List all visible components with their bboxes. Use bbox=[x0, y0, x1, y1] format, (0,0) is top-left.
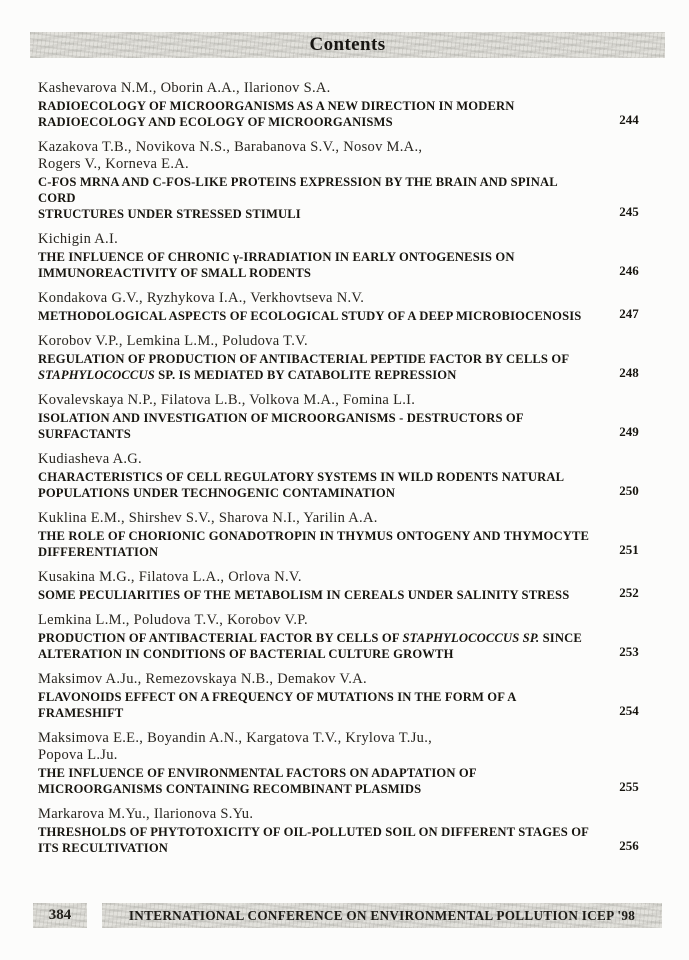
entry-authors bbox=[38, 730, 596, 764]
entry-text-block bbox=[38, 290, 596, 324]
entry-authors bbox=[38, 612, 596, 629]
entry-text-block bbox=[38, 612, 596, 662]
toc-entry bbox=[38, 569, 662, 603]
entry-text-block bbox=[38, 392, 596, 442]
title-line bbox=[38, 630, 596, 646]
entry-page-number: 253 bbox=[619, 644, 639, 659]
author-line: Maksimova E.E., Boyandin A.N., Kargatova T.V., Krylova T.Ju., bbox=[38, 730, 433, 746]
title-text: THRESHOLDS OF PHYTOTOXICITY OF OIL-POLLUTED SOIL ON DIFFERENT STAGES OF bbox=[38, 825, 590, 839]
title-text: IMMUNOREACTIVITY OF SMALL RODENTS bbox=[38, 266, 312, 280]
title-line bbox=[38, 410, 596, 426]
title-text: FLAVONOIDS EFFECT ON A FREQUENCY OF MUTATIONS IN THE FORM OF A bbox=[38, 690, 517, 704]
entry-text-block bbox=[38, 671, 596, 721]
title-line bbox=[38, 249, 596, 265]
entry-page-number: 251 bbox=[619, 542, 639, 557]
footer-conference-text: INTERNATIONAL CONFERENCE ON ENVIRONMENTAL POLLUTION ICEP '98 bbox=[128, 907, 636, 923]
title-text: C-FOS MRNA AND C-FOS-LIKE PROTEINS EXPRESSION BY THE BRAIN AND SPINAL CORD bbox=[38, 175, 558, 205]
entry-page-number: 250 bbox=[619, 483, 639, 498]
title-line bbox=[38, 265, 596, 281]
toc-entry bbox=[38, 80, 662, 130]
title-text: ISOLATION AND INVESTIGATION OF MICROORGANISMS - DESTRUCTORS OF bbox=[38, 411, 524, 425]
title-text: CHARACTERISTICS OF CELL REGULATORY SYSTEMS IN WILD RODENTS NATURAL bbox=[38, 470, 565, 484]
title-line bbox=[38, 367, 596, 383]
author-line: Lemkina L.M., Poludova T.V., Korobov V.P. bbox=[38, 612, 308, 628]
toc-entry bbox=[38, 139, 662, 222]
entry-title bbox=[38, 469, 596, 501]
entry-page-number: 246 bbox=[619, 263, 639, 278]
author-line: Rogers V., Korneva E.A. bbox=[38, 156, 189, 172]
title-text: REGULATION OF PRODUCTION OF ANTIBACTERIAL PEPTIDE FACTOR BY CELLS OF bbox=[38, 352, 570, 366]
title-line bbox=[38, 765, 596, 781]
entry-title bbox=[38, 308, 596, 324]
title-line bbox=[38, 426, 596, 442]
author-line: Kuklina E.M., Shirshev S.V., Sharova N.I., Yarilin A.A. bbox=[38, 510, 378, 526]
title-text: POPULATIONS UNDER TECHNOGENIC CONTAMINATION bbox=[38, 486, 396, 500]
entry-text-block bbox=[38, 806, 596, 856]
entry-page-number: 254 bbox=[619, 703, 639, 718]
entry-page-number: 245 bbox=[619, 204, 639, 219]
entry-authors bbox=[38, 392, 596, 409]
footer-conference-band bbox=[102, 903, 662, 928]
author-line: Korobov V.P., Lemkina L.M., Poludova T.V. bbox=[38, 333, 308, 349]
entry-authors bbox=[38, 569, 596, 586]
title-line bbox=[38, 308, 596, 324]
author-line: Kovalevskaya N.P., Filatova L.B., Volkova M.A., Fomina L.I. bbox=[38, 392, 416, 408]
title-text: SP. IS MEDIATED BY CATABOLITE REPRESSION bbox=[154, 368, 457, 382]
entry-title bbox=[38, 98, 596, 130]
entry-authors bbox=[38, 290, 596, 307]
author-line: Maksimov A.Ju., Remezovskaya N.B., Demakov V.A. bbox=[38, 671, 367, 687]
toc-entry bbox=[38, 671, 662, 721]
entry-text-block bbox=[38, 730, 596, 797]
entry-title bbox=[38, 765, 596, 797]
entry-title bbox=[38, 689, 596, 721]
entry-title bbox=[38, 249, 596, 281]
title-text: THE INFLUENCE OF CHRONIC γ-IRRADIATION IN EARLY ONTOGENESIS ON bbox=[38, 250, 515, 264]
toc-entry bbox=[38, 231, 662, 281]
contents-header-band bbox=[30, 32, 665, 58]
entry-title bbox=[38, 351, 596, 383]
title-line bbox=[38, 840, 596, 856]
author-line: Kazakova T.B., Novikova N.S., Barabanova S.V., Nosov M.A., bbox=[38, 139, 423, 155]
entry-page-number: 247 bbox=[619, 306, 639, 321]
toc-entry bbox=[38, 510, 662, 560]
title-line bbox=[38, 469, 596, 485]
author-line: Popova L.Ju. bbox=[38, 747, 118, 763]
toc-entry bbox=[38, 290, 662, 324]
entry-title bbox=[38, 630, 596, 662]
species-name-italic: STAPHYLOCOCCUS bbox=[38, 368, 155, 382]
entry-authors bbox=[38, 671, 596, 688]
title-line bbox=[38, 114, 596, 130]
title-text: PRODUCTION OF ANTIBACTERIAL FACTOR BY CELLS OF bbox=[38, 631, 403, 645]
entry-text-block bbox=[38, 569, 596, 603]
page-footer bbox=[33, 903, 662, 928]
page-title: Contents bbox=[309, 34, 386, 55]
entry-text-block bbox=[38, 510, 596, 560]
toc-entry bbox=[38, 806, 662, 856]
entry-authors bbox=[38, 806, 596, 823]
toc-entry bbox=[38, 333, 662, 383]
title-line bbox=[38, 174, 596, 206]
title-line bbox=[38, 781, 596, 797]
title-text: ALTERATION IN CONDITIONS OF BACTERIAL CULTURE GROWTH bbox=[38, 647, 454, 661]
entry-authors bbox=[38, 139, 596, 173]
title-line bbox=[38, 587, 596, 603]
title-text: STRUCTURES UNDER STRESSED STIMULI bbox=[38, 207, 301, 221]
title-line bbox=[38, 705, 596, 721]
title-text: DIFFERENTIATION bbox=[38, 545, 159, 559]
title-line bbox=[38, 689, 596, 705]
author-line: Kichigin A.I. bbox=[38, 231, 119, 247]
title-text: THE INFLUENCE OF ENVIRONMENTAL FACTORS ON ADAPTATION OF bbox=[38, 766, 477, 780]
entry-page-number: 252 bbox=[619, 585, 639, 600]
author-line: Kashevarova N.M., Oborin A.A., Ilarionov S.A. bbox=[38, 80, 331, 96]
author-line: Kudiasheva A.G. bbox=[38, 451, 142, 467]
title-text: FRAMESHIFT bbox=[38, 706, 124, 720]
title-line bbox=[38, 544, 596, 560]
title-line bbox=[38, 98, 596, 114]
entry-page-number: 256 bbox=[619, 838, 639, 853]
title-line bbox=[38, 351, 596, 367]
title-line bbox=[38, 646, 596, 662]
author-line: Kusakina M.G., Filatova L.A., Orlova N.V. bbox=[38, 569, 302, 585]
entry-title bbox=[38, 587, 596, 603]
entry-title bbox=[38, 824, 596, 856]
entry-title bbox=[38, 174, 596, 222]
title-text: SOME PECULIARITIES OF THE METABOLISM IN CEREALS UNDER SALINITY STRESS bbox=[38, 588, 570, 602]
entry-page-number: 248 bbox=[619, 365, 639, 380]
title-text: RADIOECOLOGY OF MICROORGANISMS AS A NEW DIRECTION IN MODERN bbox=[38, 99, 515, 113]
author-line: Kondakova G.V., Ryzhykova I.A., Verkhovtseva N.V. bbox=[38, 290, 365, 306]
title-text: RADIOECOLOGY AND ECOLOGY OF MICROORGANISMS bbox=[38, 115, 393, 129]
entry-title bbox=[38, 410, 596, 442]
title-text: METHODOLOGICAL ASPECTS OF ECOLOGICAL STUDY OF A DEEP MICROBIOCENOSIS bbox=[38, 309, 582, 323]
entry-authors bbox=[38, 80, 596, 97]
entry-authors bbox=[38, 510, 596, 527]
entry-text-block bbox=[38, 139, 596, 222]
entry-page-number: 244 bbox=[619, 112, 639, 127]
entry-authors bbox=[38, 333, 596, 350]
title-line bbox=[38, 485, 596, 501]
title-text: SINCE bbox=[539, 631, 582, 645]
title-line bbox=[38, 528, 596, 544]
entry-page-number: 255 bbox=[619, 779, 639, 794]
entry-text-block bbox=[38, 231, 596, 281]
entry-authors bbox=[38, 231, 596, 248]
title-line bbox=[38, 824, 596, 840]
title-text: ITS RECULTIVATION bbox=[38, 841, 169, 855]
toc-entry bbox=[38, 451, 662, 501]
entry-text-block bbox=[38, 80, 596, 130]
title-line bbox=[38, 206, 596, 222]
entry-authors bbox=[38, 451, 596, 468]
species-name-italic: STAPHYLOCOCCUS SP. bbox=[402, 631, 540, 645]
toc-entry bbox=[38, 730, 662, 797]
entry-text-block bbox=[38, 333, 596, 383]
toc-list bbox=[38, 80, 662, 865]
toc-entry bbox=[38, 612, 662, 662]
title-text: THE ROLE OF CHORIONIC GONADOTROPIN IN THYMUS ONTOGENY AND THYMOCYTE bbox=[38, 529, 590, 543]
footer-page-number: 384 bbox=[33, 903, 87, 928]
title-text: MICROORGANISMS CONTAINING RECOMBINANT PLASMIDS bbox=[38, 782, 422, 796]
entry-title bbox=[38, 528, 596, 560]
title-text: SURFACTANTS bbox=[38, 427, 131, 441]
entry-text-block bbox=[38, 451, 596, 501]
author-line: Markarova M.Yu., Ilarionova S.Yu. bbox=[38, 806, 254, 822]
toc-entry bbox=[38, 392, 662, 442]
entry-page-number: 249 bbox=[619, 424, 639, 439]
